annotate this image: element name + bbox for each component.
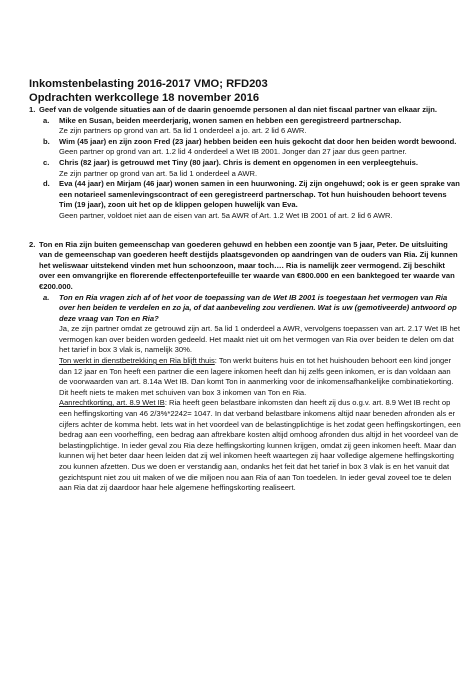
- question-1-text: Geef van de volgende situaties aan of de daarin genoemde personen al dan niet fiscaal partner van elkaar zijn.: [39, 105, 437, 114]
- item-letter: a.: [43, 115, 50, 125]
- question-2a: [39, 293, 461, 494]
- answer-text: Geen partner op grond van art. 1.2 lid 4 onderdeel a Wet IB 2001. Jonger dan 27 jaar dus geen partner.: [59, 147, 407, 157]
- sub-question-text: Ton en Ria vragen zich af of het voor de toepassing van de Wet IB 2001 is toegestaan het vermogen van Ria over hen beiden te verdelen en zo ja, of dat aanbeveling zou verdienen. Wat is uw (gemotiveerde) antwoord op deze vraag van Ton en Ria?: [59, 292, 457, 323]
- answer-paragraph-2: [59, 398, 461, 493]
- answer-text: Ze zijn partners op grond van art. 5a lid 1 onderdeel a jo. art. 2 lid 6 AWR.: [59, 126, 307, 136]
- paragraph-heading: Aanrechtkorting, art. 8.9 Wet IB: [59, 398, 165, 408]
- case-text: Chris (82 jaar) is getrouwd met Tiny (80 jaar). Chris is dement en opgenomen in een verpleegtehuis.: [59, 157, 418, 167]
- item-letter: d.: [43, 179, 50, 189]
- item-letter: a.: [43, 292, 50, 302]
- question-1-number: 1.: [29, 105, 36, 114]
- question-2-text: Ton en Ria zijn buiten gemeenschap van goederen gehuwd en hebben een zoontje van 5 jaar, Peter. De uitsluiting van de gemeenschap van goederen heeft destijds plaatsgevonden op aandringen van de ouders van Ria. Zij kunnen het weliswaar uitstekend vinden met hun schoonzoon, maar toch…. Ria is namelijk zeer vermogend. Zij beschikt over een omvangrijke en florerende effectenportefeuille ter waarde van €800.000 en een banktegoed ter waarde van €200.000.: [39, 239, 458, 291]
- question-1c: [39, 158, 461, 179]
- paragraph-text: : Ton werkt buitens huis en tot het huishouden behoort een kind jonger dan 12 jaar en Ton heeft een partner die een lagere inkomen heeft dan hij zelfs geen inkomen, er is dan voldaan aan de voorwaarden van art. 8.14a Wet IB. Dan komt Ton in aanmerking voor de inkomensafhankelijke combinatiekorting. Dit heeft niets te maken met schuiven van box 3 inkomen van Ton en Ria.: [59, 356, 454, 397]
- answer-intro: Ja, ze zijn partner omdat ze getrouwd zijn art. 5a lid 1 onderdeel a AWR, vervolgens toepassen van art. 2.17 Wet IB het vermogen kan over beiden worden gedeeld. Het maakt niet uit om het vermogen van Ria over beiden te delen om dat het tarief in box 3 vlak is, namelijk 30%.: [59, 324, 460, 355]
- item-letter: b.: [43, 136, 50, 146]
- question-1-body: [39, 105, 461, 222]
- case-text: Wim (45 jaar) en zijn zoon Fred (23 jaar) hebben beiden een huis gekocht dat door hen beiden wordt bewoond.: [59, 136, 457, 146]
- answer-paragraph-1: [59, 356, 461, 398]
- paragraph-text: : Ria heeft geen belastbare inkomsten dan heeft zij dus o.g.v. art. 8.9 Wet IB recht op een heffingskorting van 46 2/3%*2242= 1047. In dat verband belastbare inkomens altijd naar beneden afronden als er cijfers achter de komma hebt. Iets wat in het voordeel van de belastingplichtige is het zodat geen heffingskortingen, een bedrag aan een voorheffing, een bedrag aan aftrekbare kosten altijd omhoog afronden dus altijd in het voordeel van de belastingplichtige. In ieder geval zou Ria deze heffingskorting kunnen krijgen, omdat zij geen inkomen heeft. Maar dan kunnen wij het beter daar heen leiden dat zij wel inkomen heeft waartegen zij haar volledige algemene heffingskorting zou kunnen afzetten. Dus we doen er verstandig aan, ondanks het feit dat het tarief in box 3 vlak is en het vanuit dat gezichtspunt niet zou uit maken of we die miljoen nou aan Ria of aan Ton toedelen. In ieder geval zoveel toe te delen aan Ria dat zij daardoor haar hele algemene heffingskorting realiseert.: [59, 398, 461, 493]
- question-1: [29, 105, 461, 222]
- paragraph-heading: Ton werkt in dienstbetrekking en Ria blijft thuis: [59, 356, 215, 366]
- answer-text: Geen partner, voldoet niet aan de eisen van art. 5a AWR of Art. 1.2 Wet IB 2001 of art. 2 lid 6 AWR.: [59, 210, 393, 220]
- question-2-number: 2.: [29, 239, 36, 249]
- answer-text: Ze zijn partner op grond van art. 5a lid 1 onderdeel a AWR.: [59, 168, 258, 178]
- question-2: [29, 240, 461, 494]
- case-text: Mike en Susan, beiden meerderjarig, wonen samen en hebben een geregistreerd partnerschap.: [59, 115, 402, 125]
- question-1b: [39, 137, 461, 158]
- case-text: Eva (44 jaar) en Mirjam (46 jaar) wonen samen in een huurwoning. Zij zijn ongehuwd; ook is er geen sprake van een notarieel samenlevingscontract of een geregistreerd partnerschap. Tot hun huishouden behoort tevens Tim (19 jaar), zoon uit het op de klippen gelopen huwelijk van Eva.: [59, 179, 460, 210]
- question-1d: [39, 179, 461, 221]
- question-2-body: [39, 240, 461, 494]
- document-subtitle: Opdrachten werkcollege 18 november 2016: [29, 91, 260, 104]
- question-1a: [39, 116, 461, 137]
- item-letter: c.: [43, 157, 50, 167]
- document-content: [29, 78, 461, 494]
- document-title: Inkomstenbelasting 2016-2017 VMO; RFD203: [29, 78, 268, 90]
